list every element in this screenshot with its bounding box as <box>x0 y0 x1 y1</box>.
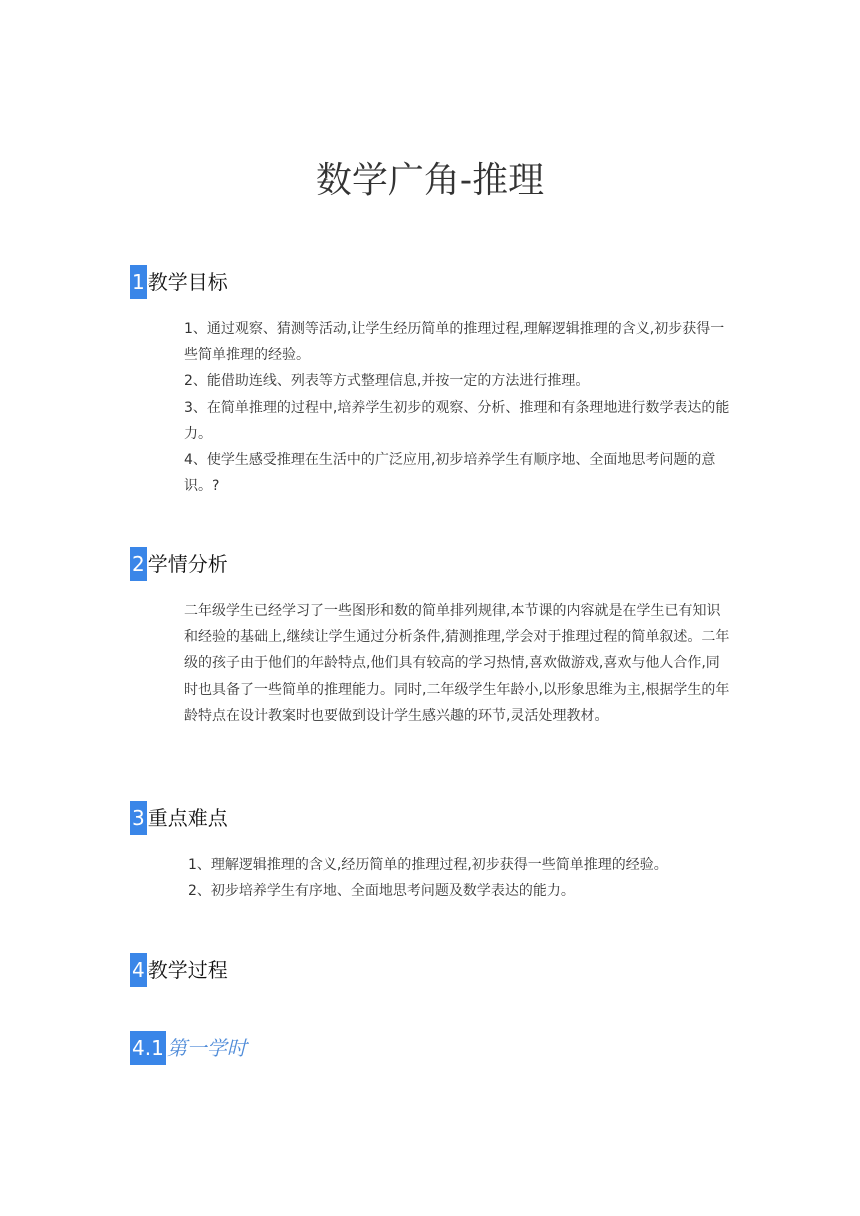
subsection-title: 第一学时 <box>166 1036 247 1060</box>
section-title: 重点难点 <box>147 806 228 830</box>
key-points-list <box>188 852 736 905</box>
objective-item: 4、使学生感受推理在生活中的广泛应用,初步培养学生有顺序地、全面地思考问题的意识。? <box>184 452 716 495</box>
document-title: 数学广角-推理 <box>315 160 545 201</box>
section-heading-key-points <box>130 801 228 835</box>
section-number-badge: 3 <box>130 801 147 835</box>
section-number-badge: 4 <box>130 953 147 987</box>
objective-item: 2、能借助连线、列表等方式整理信息,并按一定的方法进行推理。 <box>184 373 590 390</box>
section-heading-process <box>130 953 228 987</box>
section-title: 学情分析 <box>147 552 228 576</box>
analysis-text: 二年级学生已经学习了一些图形和数的简单排列规律,本节课的内容就是在学生已有知识和经验的基础上,继续让学生通过分析条件,猜测推理,学会对于推理过程的简单叙述。二年级的孩子由于他们的年龄特点,他们具有较高的学习热情,喜欢做游戏,喜欢与他人合作,同时也具备了一些简单的推理能力。同时,二年级学生年龄小,以形象思维为主,根据学生的年龄特点在设计教案时也要做到设计学生感兴趣的环节,灵活处理教材。 <box>184 603 730 724</box>
section-title: 教学目标 <box>147 270 228 294</box>
objective-item: 1、通过观察、猜测等活动,让学生经历简单的推理过程,理解逻辑推理的含义,初步获得一些简单推理的经验。 <box>184 321 725 364</box>
key-point-item: 2、初步培养学生有序地、全面地思考问题及数学表达的能力。 <box>188 883 575 900</box>
section-number-badge: 1 <box>130 265 147 299</box>
objective-item: 3、在简单推理的过程中,培养学生初步的观察、分析、推理和有条理地进行数学表达的能力。 <box>184 399 730 442</box>
section-title: 教学过程 <box>147 958 228 982</box>
subsection-number-badge: 4.1 <box>130 1031 166 1065</box>
analysis-paragraph <box>184 598 732 729</box>
objectives-list <box>184 316 732 499</box>
section-number-badge: 2 <box>130 547 147 581</box>
section-heading-analysis <box>130 547 228 581</box>
key-point-item: 1、理解逻辑推理的含义,经历简单的推理过程,初步获得一些简单推理的经验。 <box>188 857 668 873</box>
subsection-heading-first-lesson <box>130 1031 247 1065</box>
section-heading-objectives <box>130 265 228 299</box>
